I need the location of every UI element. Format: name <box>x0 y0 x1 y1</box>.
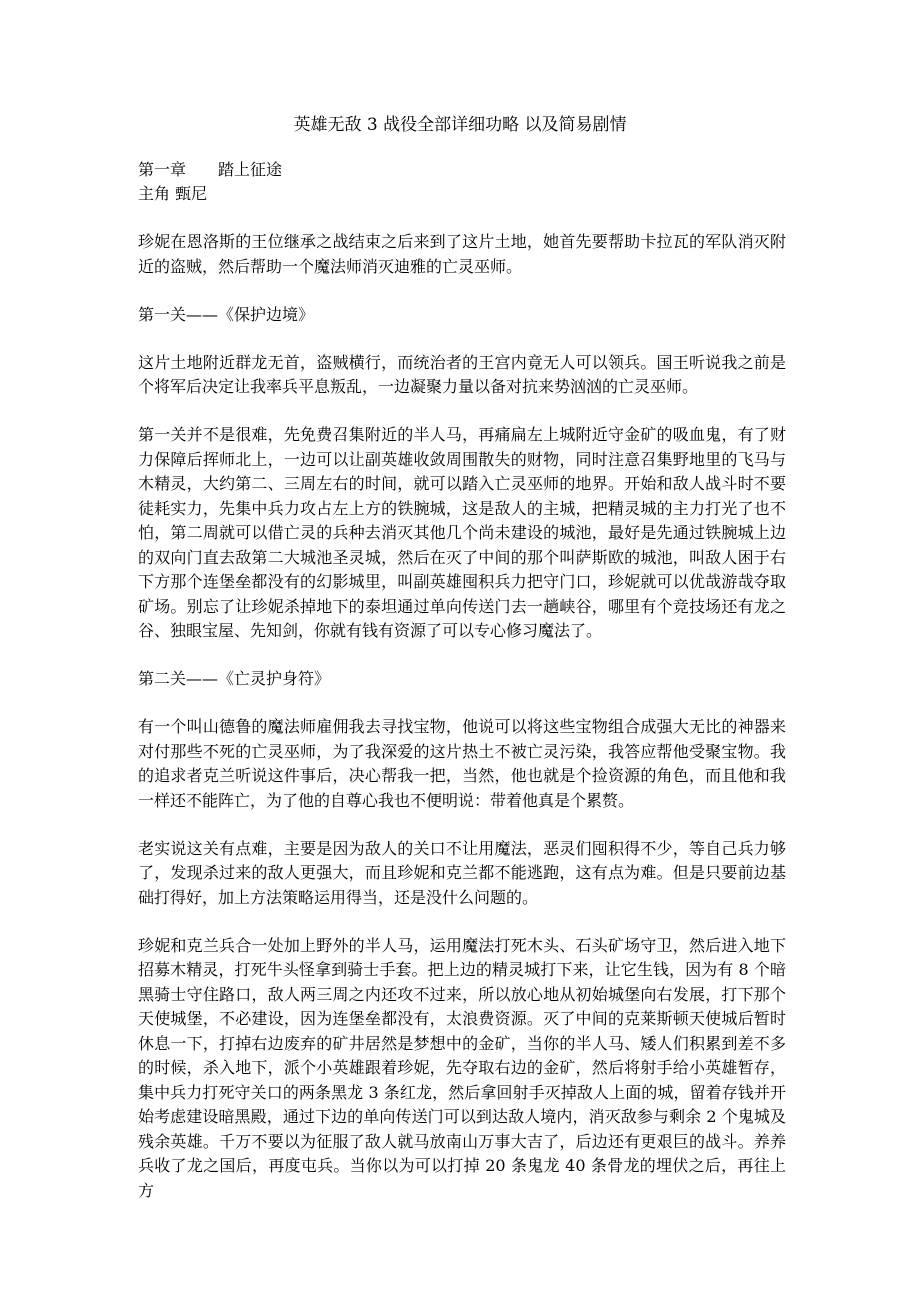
text-line: 老实说这关有点难，主要是因为敌人的关口不让用魔法，恶灵们囤积得不少，等自己兵力够 <box>138 838 786 858</box>
chapter-title: 第一章 踏上征途 <box>138 159 283 179</box>
section-title: 第二关——《亡灵护身符》 <box>138 669 331 688</box>
text-line: 力保障后挥师北上，一边可以让副英雄收敛周围散失的财物，同时注意召集野地里的飞马与 <box>138 449 786 469</box>
text-line: 黑骑士守住路口，敌人两三周之内还攻不过来，所以放心地从初始城堡向右发展，打下那个 <box>138 984 786 1004</box>
text-line: 一样还不能阵亡，为了他的自尊心我也不便明说：带着他真是个累赘。 <box>138 790 635 810</box>
level-2-walkthrough <box>138 934 786 1204</box>
text-line: 徒耗实力，先集中兵力攻占左上方的铁腕城，这是敌人的主城，把精灵城的主力打光了也不 <box>138 498 786 518</box>
text-line: 残余英雄。千万不要以为征服了敌人就马放南山万事大吉了，后边还有更艰巨的战斗。养养 <box>138 1131 786 1151</box>
text-line: 个将军后决定让我率兵平息叛乱，一边凝聚力量以备对抗来势汹汹的亡灵巫师。 <box>138 377 699 396</box>
text-line: 的追求者克兰听说这件事后，决心帮我一把，当然，他也就是个捡资源的角色，而且他和我 <box>138 766 786 785</box>
text-line: 谷、独眼宝屋、先知剑，你就有钱有资源了可以专心修习魔法了。 <box>138 621 603 640</box>
text-line: 近的盗贼，然后帮助一个魔法师消灭迪雅的亡灵巫师。 <box>138 256 523 276</box>
text-line: 珍妮在恩洛斯的王位继承之战结束之后来到了这片土地，她首先要帮助卡拉瓦的军队消灭附 <box>138 232 786 251</box>
text-line: 了，发现杀过来的敌人更强大，而且珍妮和克兰都不能逃跑，这有点为难。但是只要前边基 <box>138 863 786 882</box>
text-line: 第一关并不是很难，先免费召集附近的半人马，再痛扁左上城附近守金矿的吸血鬼，有了财 <box>138 425 786 444</box>
text-line: 下方那个连堡垒都没有的幻影城里，叫副英雄囤积兵力把守门口，珍妮就可以优哉游哉夺取 <box>138 572 786 591</box>
chapter-heading <box>138 158 786 207</box>
document-title: 英雄无敌 3 战役全部详细功略 以及简易剧情 <box>293 115 627 135</box>
intro-paragraph <box>138 230 786 279</box>
level-2-difficulty <box>138 837 786 911</box>
text-line: 对付那些不死的亡灵巫师，为了我深爱的这片热土不被亡灵污染，我答应帮他受聚宝物。我 <box>138 741 786 761</box>
text-line: 怕，第二周就可以借亡灵的兵种去消灭其他几个尚未建设的城池，最好是先通过铁腕城上边 <box>138 523 786 542</box>
level-2-story <box>138 715 786 813</box>
protagonist-line: 主角 甄尼 <box>138 184 208 203</box>
text-line: 始考虑建设暗黑殿，通过下边的单向传送门可以到达敌人境内，消灭敌参与剩余 2 个鬼城及 <box>138 1107 786 1126</box>
level-1-walkthrough <box>138 423 786 644</box>
section-title: 第一关——《保护边境》 <box>138 304 315 324</box>
text-line: 招募木精灵，打死牛头怪拿到骑士手套。把上边的精灵城打下来，让它生钱，因为有 8 个暗 <box>138 960 786 979</box>
text-line: 矿场。别忘了让珍妮杀掉地下的泰坦通过单向传送门去一趟峡谷，哪里有个竞技场还有龙之 <box>138 596 786 616</box>
level-1-story <box>138 351 786 400</box>
text-line: 这片土地附近群龙无首，盗贼横行，而统治者的王宫内竟无人可以领兵。国王听说我之前是 <box>138 352 786 372</box>
text-line: 的双向门直去敌第二大城池圣灵城，然后在灭了中间的那个叫萨斯欧的城池，叫敌人困于右 <box>138 547 786 567</box>
text-line: 集中兵力打死守关口的两条黑龙 3 条红龙，然后拿回射手灭掉敌人上面的城，留着存钱并开 <box>138 1082 786 1102</box>
text-line: 的时候，杀入地下，派个小英雄跟着珍妮，先夺取右边的金矿，然后将射手给小英雄暂存， <box>138 1058 786 1077</box>
level-2-heading <box>138 667 786 692</box>
text-line: 木精灵，大约第二、三周左右的时间，就可以踏入亡灵巫师的地界。开始和敌人战斗时不要 <box>138 474 786 493</box>
text-line: 休息一下，打掉右边废弃的矿井居然是梦想中的金矿，当你的半人马、矮人们积累到差不多 <box>138 1033 786 1053</box>
text-line: 天使城堡，不必建设，因为连堡垒都没有，太浪费资源。灭了中间的克莱斯顿天使城后暂时 <box>138 1009 786 1028</box>
text-line: 兵收了龙之国后，再度屯兵。当你以为可以打掉 20 条鬼龙 40 条骨龙的埋伏之后，再往上方 <box>138 1156 786 1200</box>
text-line: 础打得好，加上方法策略运用得当，还是没什么问题的。 <box>138 887 539 907</box>
text-line: 有一个叫山德鲁的魔法师雇佣我去寻找宝物，他说可以将这些宝物组合成强大无比的神器来 <box>138 717 786 736</box>
text-line: 珍妮和克兰兵合一处加上野外的半人马，运用魔法打死木头、石头矿场守卫，然后进入地下 <box>138 935 786 955</box>
level-1-heading <box>138 303 786 328</box>
